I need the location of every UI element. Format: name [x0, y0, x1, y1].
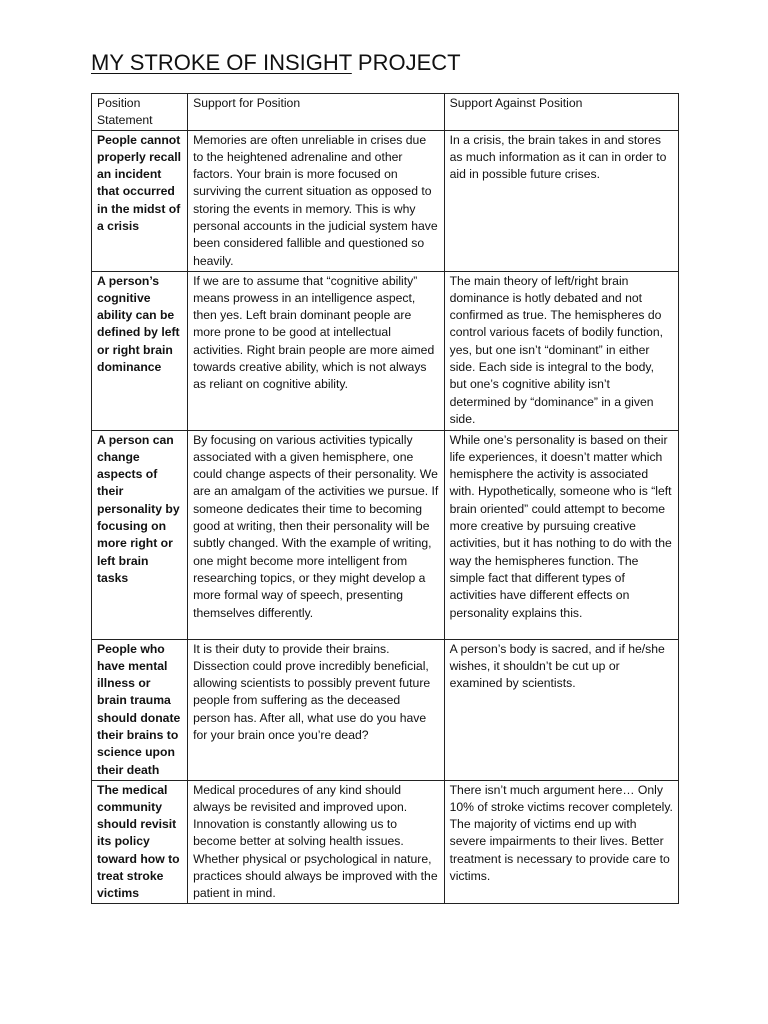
support-against-cell: The main theory of left/right brain dominance is hotly debated and not confirmed as true. The hemispheres do control various facets of bodily function, yes, but one isn’t “dominant” in either side. Each side is integral to the body, but one’s cognitive ability isn’t determined by “dominance” in a given side. [444, 271, 678, 430]
title-underlined-text: MY STROKE OF INSIGHT [91, 50, 352, 75]
table-row [92, 780, 679, 903]
table-row [92, 271, 679, 430]
position-cell: A person can change aspects of their personality by focusing on more right or left brain tasks [92, 430, 188, 639]
header-position-statement: Position Statement [92, 94, 188, 131]
header-support-against: Support Against Position [444, 94, 678, 131]
support-against-cell: There isn’t much argument here… Only 10% of stroke victims recover completely. The majority of victims end up with severe impairments to their lives. Better treatment is necessary to provide care to victims. [444, 780, 678, 903]
header-support-for: Support for Position [188, 94, 445, 131]
table-row [92, 639, 679, 780]
document-title [91, 50, 461, 76]
support-against-cell: In a crisis, the brain takes in and stores as much information as it can in order to aid in possible future crises. [444, 130, 678, 271]
position-cell: A person’s cognitive ability can be defined by left or right brain dominance [92, 271, 188, 430]
table-header-row [92, 94, 679, 131]
title-rest-text: PROJECT [357, 50, 461, 75]
table-row [92, 430, 679, 639]
support-for-cell: It is their duty to provide their brains. Dissection could prove incredibly beneficial, allowing scientists to possibly prevent future people from suffering as the deceased person has. After all, what use do you have for your brain once you’re dead? [188, 639, 445, 780]
support-for-cell: By focusing on various activities typically associated with a given hemisphere, one could change aspects of their personality. We are an amalgam of the activities we pursue. If someone dedicates their time to becoming good at writing, then their personality will be subtly changed. With the example of writing, one might become more intelligent from researching topics, or they might develop a more formal way of speech, presenting themselves differently. [188, 430, 445, 639]
position-cell: People cannot properly recall an incident that occurred in the midst of a crisis [92, 130, 188, 271]
support-for-cell: Memories are often unreliable in crises due to the heightened adrenaline and other factors. Your brain is more focused on surviving the current situation as opposed to storing the events in memory. This is why personal accounts in the judicial system have been considered fallible and questioned so heavily. [188, 130, 445, 271]
position-cell: The medical community should revisit its policy toward how to treat stroke victims [92, 780, 188, 903]
support-for-cell: Medical procedures of any kind should always be revisited and improved upon. Innovation is constantly allowing us to become better at solving health issues. Whether physical or psychological in nature, practices should always be improved with the patient in mind. [188, 780, 445, 903]
position-cell: People who have mental illness or brain trauma should donate their brains to science upon their death [92, 639, 188, 780]
position-table [91, 93, 679, 904]
support-against-cell: While one’s personality is based on their life experiences, it doesn’t matter which hemisphere the activity is associated with. Hypothetically, someone who is “left brain oriented” could attempt to become more creative by pursuing creative activities, but it has nothing to do with the way the hemispheres function. The simple fact that different types of activities have different effects on personality explains this. [444, 430, 678, 639]
support-for-cell: If we are to assume that “cognitive ability” means prowess in an intelligence aspect, then yes. Left brain dominant people are more prone to be good at intellectual activities. Right brain people are more aimed towards creative ability, which is not always as reliant on cognitive ability. [188, 271, 445, 430]
table-row [92, 130, 679, 271]
support-against-cell: A person’s body is sacred, and if he/she wishes, it shouldn’t be cut up or examined by scientists. [444, 639, 678, 780]
